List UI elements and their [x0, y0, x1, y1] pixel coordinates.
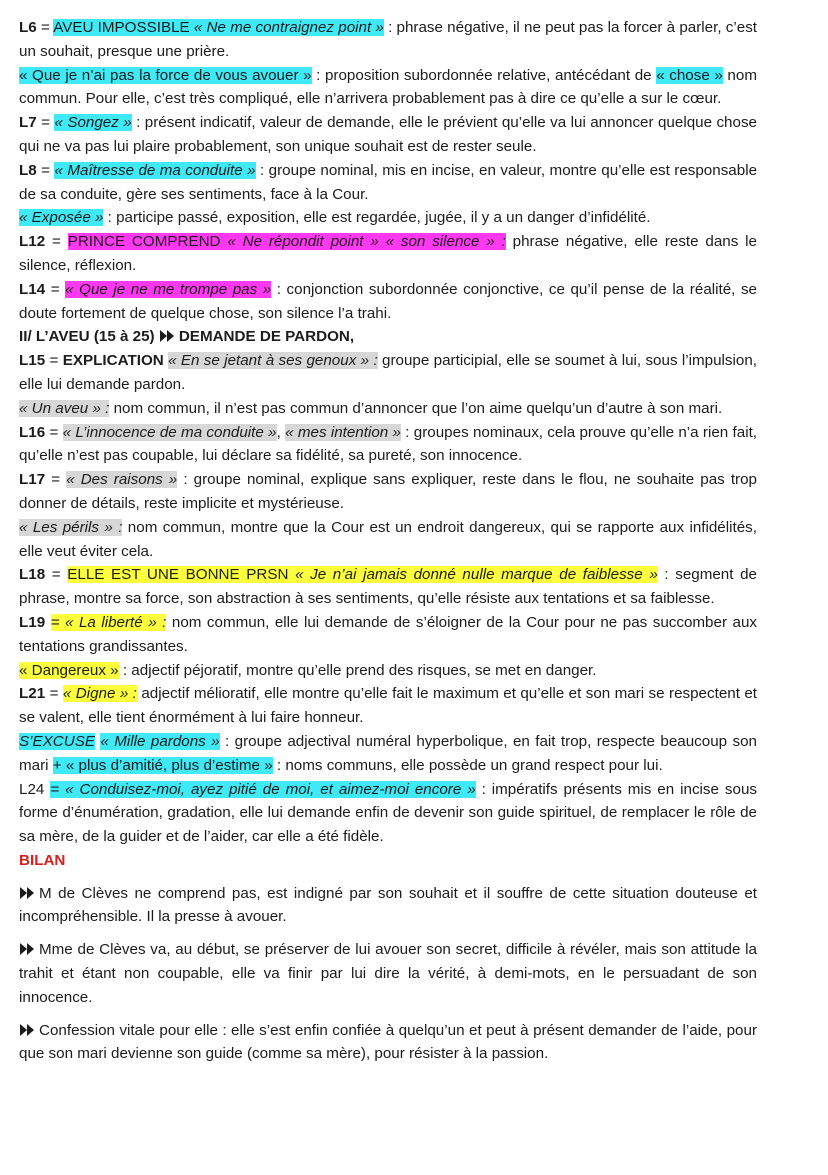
- text-segment: « Dangereux »: [19, 661, 119, 679]
- text-segment: Mme de Clèves va, au début, se préserver de lui avouer son secret, difficile à révéler, mais son attitude la trahit et étant non coupable, elle va finir par lui dire la vérité, à demi-mots, en le persuadant de son innocence.: [19, 941, 757, 1006]
- text-segment: L14: [19, 280, 46, 298]
- text-segment: L15: [19, 352, 46, 370]
- text-segment: : segment de phrase, montre sa force, son abstraction à ses sentiments, qu’elle résiste aux tentations et sa faiblesse.: [19, 566, 757, 608]
- paragraph: [19, 278, 757, 326]
- paragraph: [19, 849, 757, 873]
- text-segment: L17: [19, 471, 46, 489]
- paragraph: [19, 206, 757, 230]
- text-segment: « L’innocence de ma conduite »: [62, 423, 277, 441]
- paragraph: [19, 659, 757, 683]
- text-segment: : conjonction subordonnée conjonctive, ce qu’il pense de la réalité, se doute fortement de quelque chose, son silence l’a trahi.: [19, 280, 757, 322]
- paragraph: [19, 111, 757, 159]
- paragraph: [19, 421, 757, 469]
- text-segment: AVEU IMPOSSIBLE: [53, 19, 194, 36]
- text-segment: : groupe nominal, mis en incise, en valeur, montre qu’elle est responsable de sa conduite, gère ses sentiments, face à la Cour.: [19, 161, 758, 203]
- text-segment: L6: [19, 19, 37, 36]
- text-segment: =: [45, 233, 68, 251]
- document-body: [19, 16, 757, 1066]
- text-segment: L18: [19, 566, 46, 584]
- text-segment: ,: [276, 423, 286, 441]
- text-segment: =: [45, 685, 63, 703]
- text-segment: L8: [19, 161, 37, 179]
- text-segment: : groupe adjectival numéral hyperbolique, en fait trop, respecte beaucoup son mari: [19, 732, 757, 774]
- text-segment: adjectif mélioratif, elle montre qu’elle fait le maximum et qu’elle et son mari se respectent et se valent, elle tient énormément à lui faire honneur.: [19, 685, 758, 727]
- text-segment: « Maîtresse de ma conduite »: [54, 161, 256, 179]
- double-arrow-icon: [160, 330, 175, 342]
- paragraph: [19, 938, 757, 1009]
- paragraph: [19, 397, 757, 421]
- paragraph: [19, 16, 757, 64]
- text-segment: =: [45, 423, 63, 441]
- text-segment: L24: [19, 780, 51, 798]
- text-segment: « En se jetant à ses genoux » :: [168, 352, 378, 370]
- text-segment: : groupes nominaux, cela prouve qu’elle n’a rien fait, qu’elle n’est pas coupable, lui déclare sa fidélité, sa pureté, son innocence.: [19, 423, 758, 465]
- text-segment: groupe participial, elle se soumet à lui, sous l’impulsion, elle lui demande pardon.: [19, 352, 758, 393]
- double-arrow-icon: [20, 1024, 35, 1036]
- text-segment: : présent indicatif, valeur de demande, elle le prévient qu’elle va lui annoncer quelque chose qui ne va pas lui plaire probablement, son unique souhait est de rester seule.: [19, 114, 757, 155]
- text-segment: DEMANDE DE PARDON,: [178, 328, 355, 346]
- text-segment: =: [36, 19, 54, 36]
- text-segment: =: [36, 161, 55, 179]
- text-segment: =: [45, 280, 66, 298]
- text-segment: + « plus d’amitié, plus d’estime »: [52, 756, 273, 774]
- paragraph: [19, 682, 757, 730]
- text-segment: « Que je ne me trompe pas »: [65, 280, 272, 298]
- text-segment: =: [45, 471, 67, 489]
- text-segment: « Que je n’ai pas la force de vous avouer »: [19, 66, 312, 84]
- text-segment: = « La liberté » :: [50, 613, 167, 631]
- text-segment: L16: [19, 423, 46, 441]
- text-segment: =: [45, 352, 63, 370]
- text-segment: BILAN: [19, 851, 66, 869]
- text-segment: L7: [19, 114, 37, 132]
- text-segment: EXPLICATION: [62, 352, 164, 370]
- paragraph: [19, 778, 757, 849]
- text-segment: II/ L’AVEU (15 à 25): [19, 328, 159, 346]
- paragraph: [19, 349, 757, 397]
- text-segment: nom commun, il n’est pas commun d’annoncer que l’on aime quelqu’un d’autre à son mari.: [109, 399, 723, 417]
- text-segment: nom commun. Pour elle, c’est très compliqué, elle n’arrivera probablement pas à dire ce qu’elle a sur le cœur.: [19, 66, 757, 108]
- text-segment: nom commun, montre que la Cour est un endroit dangereux, qui se rapporte aux infidélités, elle veut éviter cela.: [19, 518, 757, 560]
- paragraph: [19, 230, 757, 278]
- text-segment: « Exposée »: [19, 209, 104, 227]
- text-segment: S’EXCUSE: [19, 732, 95, 750]
- paragraph: [19, 159, 757, 207]
- text-segment: nom commun, elle lui demande de s’éloigner de la Cour pour ne pas succomber aux tentations grandissantes.: [19, 613, 757, 655]
- text-segment: [45, 614, 51, 631]
- paragraph: [19, 516, 757, 564]
- text-segment: « Un aveu » :: [19, 399, 110, 417]
- text-segment: « Ne me contraignez point »: [193, 19, 384, 36]
- text-segment: Confession vitale pour elle : elle s’est enfin confiée à quelqu’un et peut à présent demander de l’aide, pour que son mari devienne son guide (comme sa mère), pour résister à la passion.: [19, 1021, 757, 1063]
- text-segment: : groupe nominal, explique sans expliquer, reste dans le flou, ne souhaite pas trop donner de détails, reste implicite et mystérieuse.: [19, 471, 758, 512]
- paragraph: [19, 64, 757, 112]
- text-segment: « chose »: [656, 66, 723, 84]
- text-segment: L12: [19, 233, 46, 251]
- text-segment: : proposition subordonnée relative, antécédant de: [311, 66, 657, 84]
- paragraph: [19, 325, 757, 349]
- paragraph: [19, 611, 757, 659]
- text-segment: PRINCE COMPREND: [67, 233, 228, 251]
- paragraph: [19, 563, 757, 611]
- paragraph: [19, 882, 757, 930]
- text-segment: : phrase négative, il ne peut pas la forcer à parler, c’est un souhait, presque une prière.: [19, 19, 758, 60]
- text-segment: ELLE EST UNE BONNE PRSN: [67, 566, 296, 584]
- double-arrow-icon: [20, 943, 35, 955]
- paragraph: [19, 730, 757, 778]
- text-segment: « Je n’ai jamais donné nulle marque de faiblesse »: [295, 566, 658, 584]
- text-segment: : noms communs, elle possède un grand respect pour lui.: [272, 756, 663, 774]
- text-segment: =: [45, 566, 68, 584]
- text-segment: « Songez »: [54, 114, 132, 132]
- text-segment: = « Conduisez-moi, ayez pitié de moi, et aimez-moi encore »: [50, 780, 476, 798]
- double-arrow-icon: [20, 887, 35, 899]
- text-segment: L21: [19, 685, 46, 703]
- text-segment: « Les périls » :: [19, 518, 123, 536]
- text-segment: « Des raisons »: [66, 471, 178, 489]
- text-segment: « Mille pardons »: [100, 732, 220, 750]
- text-segment: L19: [19, 613, 46, 631]
- text-segment: phrase négative, elle reste dans le silence, réflexion.: [19, 233, 757, 274]
- paragraph: [19, 468, 757, 516]
- text-segment: : impératifs présents mis en incise sous forme d’énumération, gradation, elle lui demande enfin de devenir son guide spirituel, de remplacer le rôle de sa mère, de la guider et de l’aider, car elle a été fidèle.: [19, 780, 757, 846]
- paragraph: [19, 1019, 757, 1067]
- text-segment: « Ne répondit point » « son silence » :: [227, 233, 506, 251]
- text-segment: « mes intention »: [285, 423, 401, 441]
- text-segment: M de Clèves ne comprend pas, est indigné par son souhait et il souffre de cette situation douteuse et incompréhensible. Il la presse à avouer.: [19, 884, 757, 926]
- text-segment: « Digne » :: [62, 685, 137, 703]
- text-segment: : adjectif péjoratif, montre qu’elle prend des risques, se met en danger.: [118, 661, 597, 679]
- text-segment: : participe passé, exposition, elle est regardée, jugée, il y a un danger d’infidélité.: [103, 209, 651, 227]
- text-segment: =: [36, 114, 55, 132]
